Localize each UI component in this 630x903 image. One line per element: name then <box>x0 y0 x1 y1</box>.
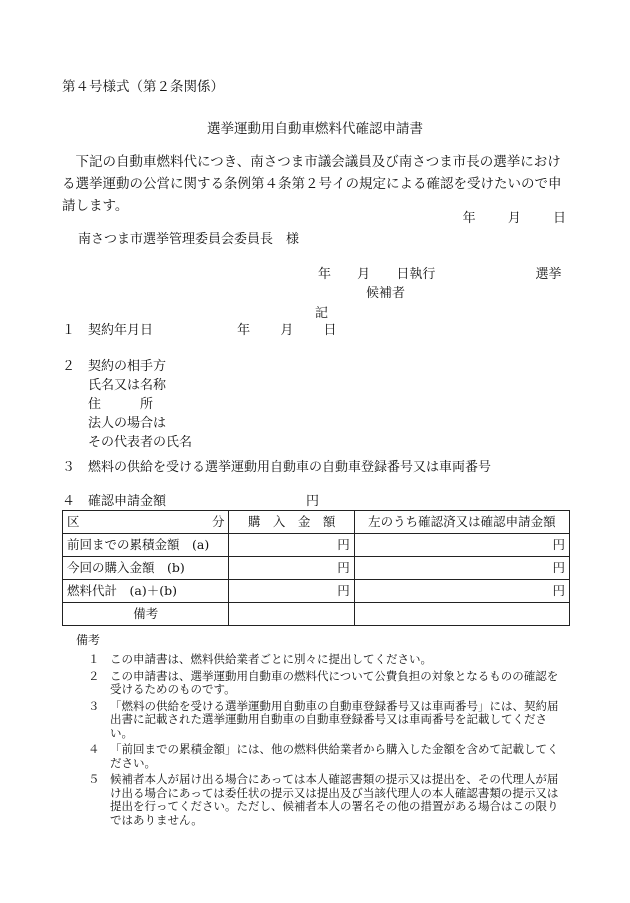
item-vehicle-number <box>62 459 491 478</box>
election-year: 年 <box>318 267 332 282</box>
item-1-year: 年 <box>237 323 251 338</box>
item-3-label: 燃料の供給を受ける選挙運動用自動車の自動車登録番号又は車両番号 <box>88 460 492 475</box>
table-header-row <box>63 511 570 534</box>
election-day-held: 日執行 <box>396 267 436 282</box>
note-number: ５ <box>88 772 100 786</box>
list-item <box>88 653 568 667</box>
purchase-amount-cell: 円 <box>229 580 354 603</box>
form-number-label: 第４号様式（第２条関係） <box>62 79 224 95</box>
item-1-number: １ <box>62 323 76 338</box>
remarks-list <box>88 653 568 830</box>
note-text: 「燃料の供給を受ける選挙運動用自動車の自動車登録番号又は車両番号」には、契約届出書に記載された選挙運動用自動車の自動車登録番号又は車両番号を記載してください。 <box>110 698 559 740</box>
header-purchase: 購 入 金 額 <box>229 511 354 534</box>
row-label: 燃料代計 (a)＋(b) <box>63 580 229 603</box>
intro-text: 下記の自動車燃料代につき、南さつま市議会議員及び南さつま市長の選挙における選挙運動の公営に関する条例第４条第２号イの規定による確認を受けたいので申請します。 <box>62 154 562 214</box>
addressee: 南さつま市選挙管理委員会委員長 様 <box>78 232 300 247</box>
item-2-label: 契約の相手方 <box>88 359 167 374</box>
application-date <box>435 210 566 229</box>
header-confirmed: 左のうち確認済又は確認申請金額 <box>354 511 569 534</box>
table-row <box>63 580 570 603</box>
candidate-label: 候補者 <box>366 286 406 301</box>
election-date-line <box>318 266 561 285</box>
confirmed-amount-cell: 円 <box>354 557 569 580</box>
row-label: 今回の購入金額 (b) <box>63 557 229 580</box>
item-1-date <box>237 323 362 338</box>
purchase-amount-cell: 円 <box>229 557 354 580</box>
table-row <box>63 557 570 580</box>
list-item <box>88 670 568 697</box>
item-1-month: 月 <box>280 323 294 338</box>
row-label: 前回までの累積金額 (a) <box>63 534 229 557</box>
note-text: 候補者本人が届け出る場合にあっては本人確認書類の提示又は提出を、その代理人が届け出る場合にあっては委任状の提示又は提出及び当該代理人の本人確認書類の提示又は提出を行ってください。ただし、候補者本人の署名その他の措置がある場合はこの限りではありません。 <box>110 772 559 827</box>
item-2-number: ２ <box>62 359 76 374</box>
confirmed-amount-cell: 円 <box>354 534 569 557</box>
note-number: ２ <box>88 668 100 683</box>
note-number: ３ <box>88 698 100 713</box>
document-title: 選挙運動用自動車燃料代確認申請書 <box>207 121 423 137</box>
table-row <box>63 534 570 557</box>
address-label: 住 所 <box>88 397 154 412</box>
date-year: 年 <box>462 211 476 226</box>
item-contract-party <box>62 357 192 452</box>
list-item <box>88 773 568 827</box>
corporation-label: 法人の場合は <box>88 416 167 431</box>
header-category <box>63 511 229 534</box>
note-number: １ <box>88 652 100 666</box>
list-item <box>88 700 568 741</box>
header-category-left: 区 <box>67 513 80 529</box>
election-label: 選挙 <box>535 267 562 282</box>
confirmed-amount-cell: 円 <box>354 580 569 603</box>
item-4-label: 確認申請金額 <box>88 494 167 509</box>
note-number: ４ <box>88 742 100 756</box>
remarks-confirmed-cell <box>354 603 569 626</box>
representative-label: その代表者の氏名 <box>88 435 193 450</box>
purchase-amount-cell: 円 <box>229 534 354 557</box>
amount-table <box>62 510 570 626</box>
note-text: この申請書は、選挙運動用自動車の燃料代について公費負担の対象となるものの確認を受けるためのものです。 <box>110 668 559 696</box>
name-label: 氏名又は名称 <box>88 378 167 393</box>
item-4-number: ４ <box>62 494 76 509</box>
ki-heading: 記 <box>315 306 329 321</box>
remarks-heading: 備考 <box>76 633 101 647</box>
item-4-yen: 円 <box>306 494 320 509</box>
remarks-purchase-cell <box>229 603 354 626</box>
item-contract-date <box>62 322 362 341</box>
table-remarks-row <box>63 603 570 626</box>
item-1-day: 日 <box>323 323 337 338</box>
note-text: 「前回までの累積金額」には、他の燃料供給業者から購入した金額を含めて記載してください。 <box>110 742 559 770</box>
item-1-label: 契約年月日 <box>88 323 154 338</box>
note-text: この申請書は、燃料供給業者ごとに別々に提出してください。 <box>110 652 432 666</box>
list-item <box>88 743 568 770</box>
item-3-number: ３ <box>62 460 76 475</box>
election-month: 月 <box>357 267 371 282</box>
header-category-right: 分 <box>211 513 225 529</box>
date-month: 月 <box>507 211 521 226</box>
date-day: 日 <box>552 211 566 226</box>
remarks-row-label: 備考 <box>63 603 229 626</box>
intro-paragraph <box>62 151 572 217</box>
